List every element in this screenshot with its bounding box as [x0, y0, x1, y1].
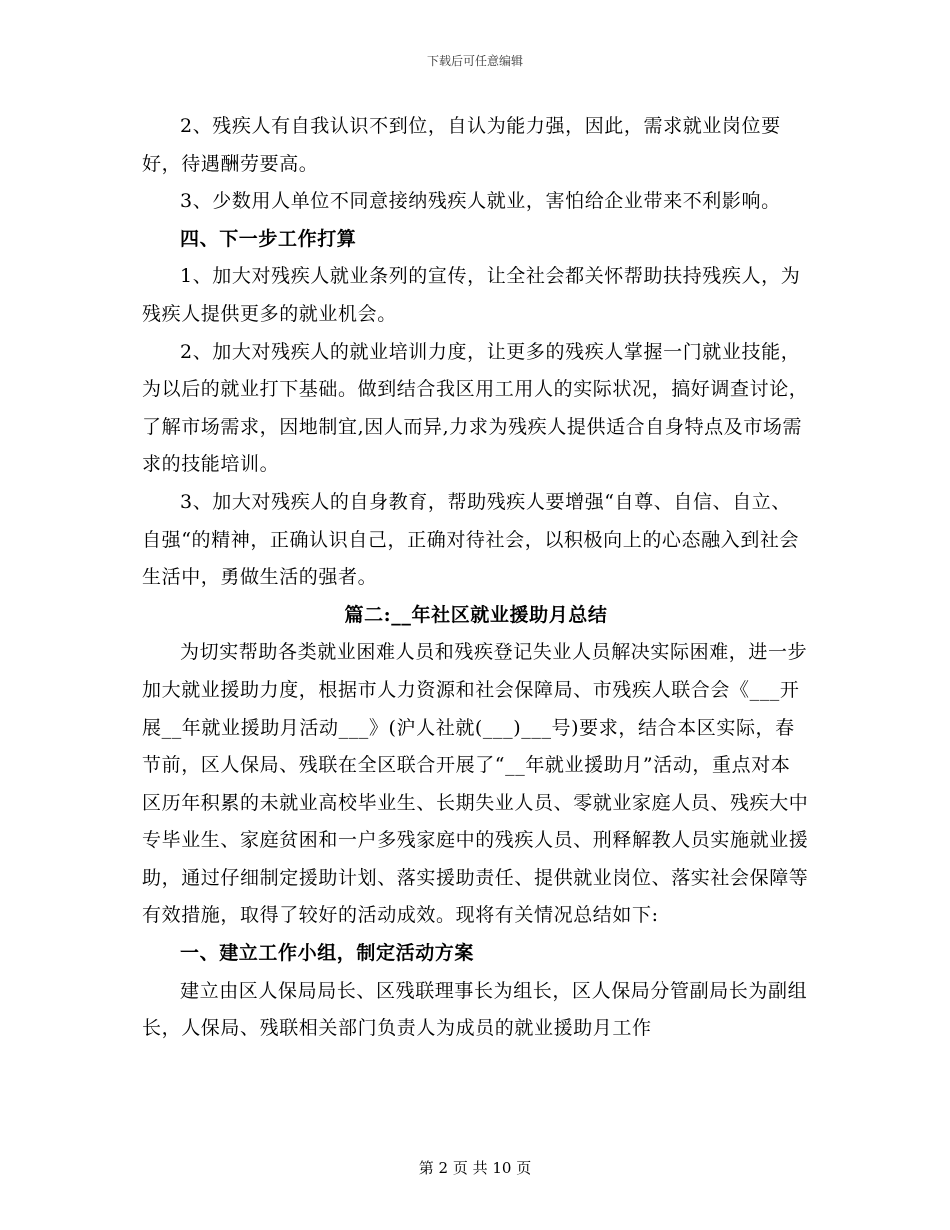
paragraph: 为切实帮助各类就业困难人员和残疾登记失业人员解决实际困难，进一步加大就业援助力度，根据市人力资源和社会保障局、市残疾人联合会《___开展__年就业援助月活动___》(沪人社就(___)___号)要求，结合本区实际，春节前，区人保局、残联在全区联合开展了“__年就业援助月”活动，重点对本区历年积累的未就业高校毕业生、长期失业人员、零就业家庭人员、残疾大中专毕业生、家庭贫困和一户多残家庭中的残疾人员、刑释解教人员实施就业援助，通过仔细制定援助计划、落实援助责任、提供就业岗位、落实社会保障等有效措施，取得了较好的活动成效。现将有关情况总结如下:	[142, 641, 809, 927]
page-header: 下载后可任意编辑	[426, 54, 523, 68]
paragraph: 2、残疾人有自我认识不到位，自认为能力强，因此，需求就业岗位要好，待遇酬劳要高。	[142, 115, 781, 175]
paragraph: 建立由区人保局局长、区残联理事长为组长，区人保局分管副局长为副组长，人保局、残联相关部门负责人为成员的就业援助月工作	[142, 979, 808, 1040]
section-heading: 一、建立工作小组，制定活动方案	[180, 942, 475, 965]
document-body	[142, 108, 810, 1048]
page-number: 第 2 页 共 10 页	[418, 1159, 532, 1177]
paragraph: 2、加大对残疾人的就业培训力度，让更多的残疾人掌握一门就业技能，为以后的就业打下基础。做到结合我区用工用人的实际状况，搞好调查讨论，了解市场需求，因地制宜,因人而异,力求为残疾人提供适合自身特点及市场需求的技能培训。	[142, 340, 809, 476]
paragraph: 1、加大对残疾人就业条列的宣传，让全社会都关怀帮助扶持残疾人，为残疾人提供更多的就业机会。	[142, 265, 801, 325]
chapter-title: 篇二:__年社区就业援助月总结	[344, 603, 608, 626]
paragraph: 3、加大对残疾人的自身教育，帮助残疾人要增强“自尊、自信、自立、自强“的精神，正确认识自己，正确对待社会，以积极向上的心态融入到社会生活中，勇做生活的强者。	[142, 490, 800, 589]
section-heading: 四、下一步工作打算	[180, 227, 357, 250]
paragraph: 3、少数用人单位不同意接纳残疾人就业，害怕给企业带来不利影响。	[180, 190, 781, 213]
